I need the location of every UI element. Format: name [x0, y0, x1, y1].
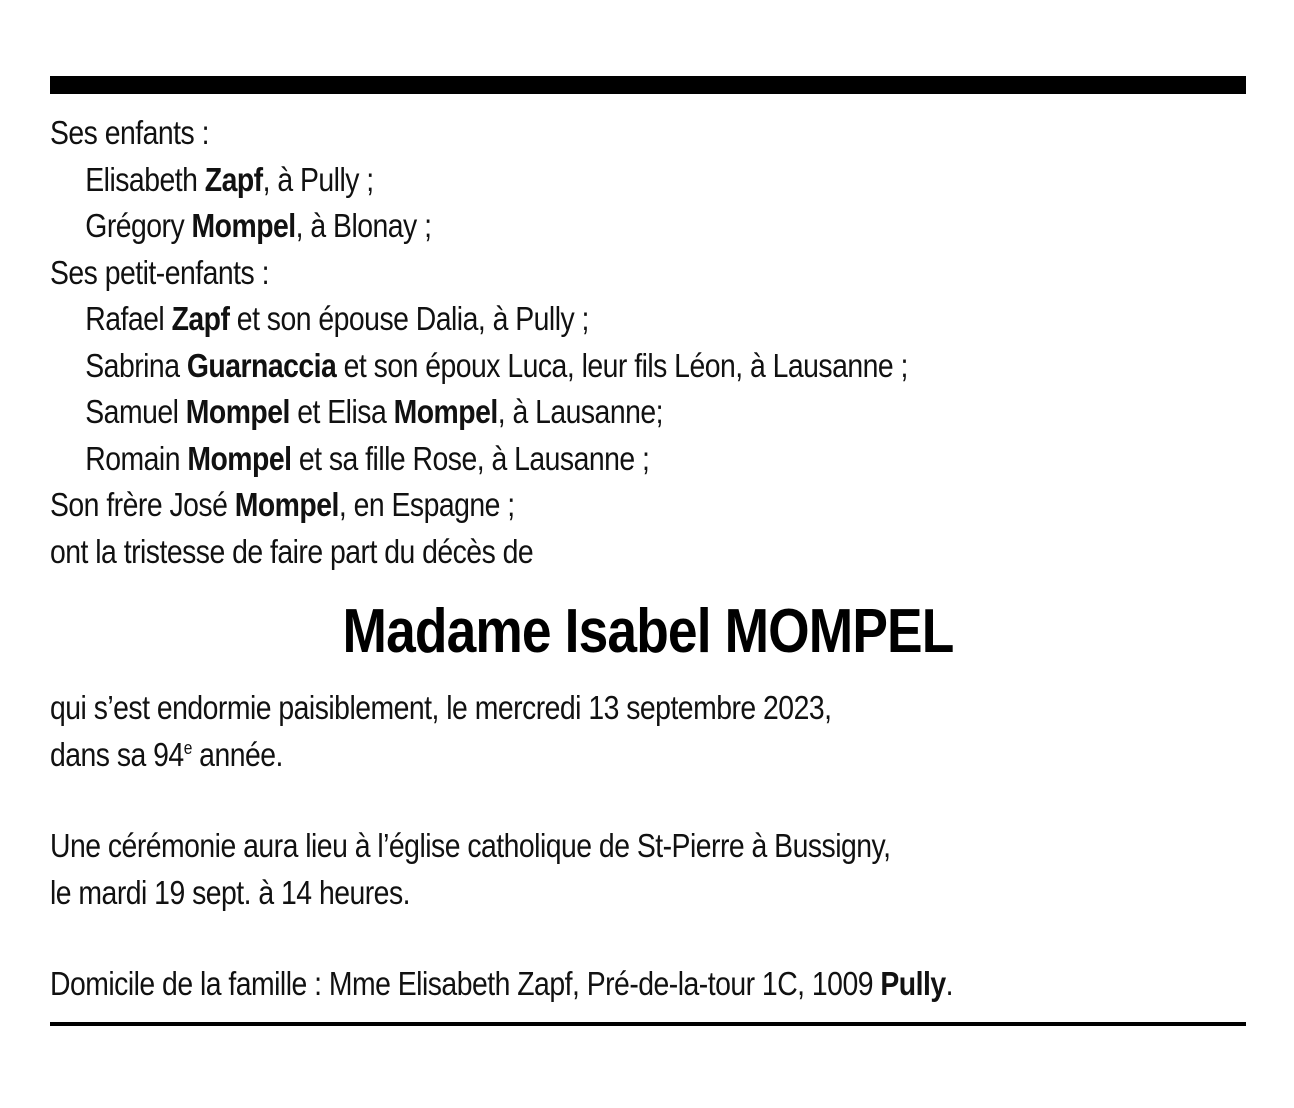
age-line: dans sa 94e année. — [50, 735, 283, 773]
obituary-notice — [50, 76, 1246, 1026]
domicile-city: Pully — [880, 965, 946, 1002]
surname: Mompel — [234, 486, 339, 523]
top-rule — [50, 76, 1246, 94]
grandchild-line: Sabrina Guarnaccia et son époux Luca, leur fils Léon, à Lausanne ; — [85, 346, 908, 384]
deceased-name: Madame Isabel MOMPEL — [342, 597, 954, 666]
grandchildren-label: Ses petit-enfants : — [50, 253, 269, 291]
grandchild-line: Samuel Mompel et Elisa Mompel, à Lausanne; — [85, 393, 664, 430]
surname: Mompel — [393, 393, 498, 430]
surname: Zapf — [171, 300, 230, 337]
details-section — [50, 685, 1245, 1008]
brother-line: Son frère José Mompel, en Espagne ; — [50, 486, 515, 523]
surname: Guarnaccia — [186, 346, 337, 384]
surname: Mompel — [185, 393, 290, 430]
children-label: Ses enfants : — [50, 114, 209, 151]
grandchild-line: Rafael Zapf et son épouse Dalia, à Pully ; — [85, 300, 589, 337]
family-section — [50, 110, 1245, 575]
surname: Mompel — [191, 207, 296, 244]
child-line: Elisabeth Zapf, à Pully ; — [85, 160, 374, 198]
child-line: Grégory Mompel, à Blonay ; — [85, 207, 432, 244]
surname: Zapf — [204, 160, 263, 198]
announcement-line: ont la tristesse de faire part du décès de — [50, 532, 534, 570]
ceremony-time-line: le mardi 19 sept. à 14 heures. — [50, 873, 410, 911]
spacer — [50, 778, 1245, 823]
ceremony-line: Une cérémonie aura lieu à l’église catholique de St-Pierre à Bussigny, — [50, 827, 891, 864]
grandchild-line: Romain Mompel et sa fille Rose, à Lausanne ; — [85, 439, 650, 477]
bottom-rule — [50, 1022, 1246, 1026]
spacer — [50, 916, 1245, 961]
domicile-line: Domicile de la famille : Mme Elisabeth Zapf, Pré-de-la-tour 1C, 1009 Pully. — [50, 965, 953, 1002]
passing-line: qui s’est endormie paisiblement, le mercredi 13 septembre 2023, — [50, 689, 832, 726]
surname: Mompel — [187, 439, 292, 477]
